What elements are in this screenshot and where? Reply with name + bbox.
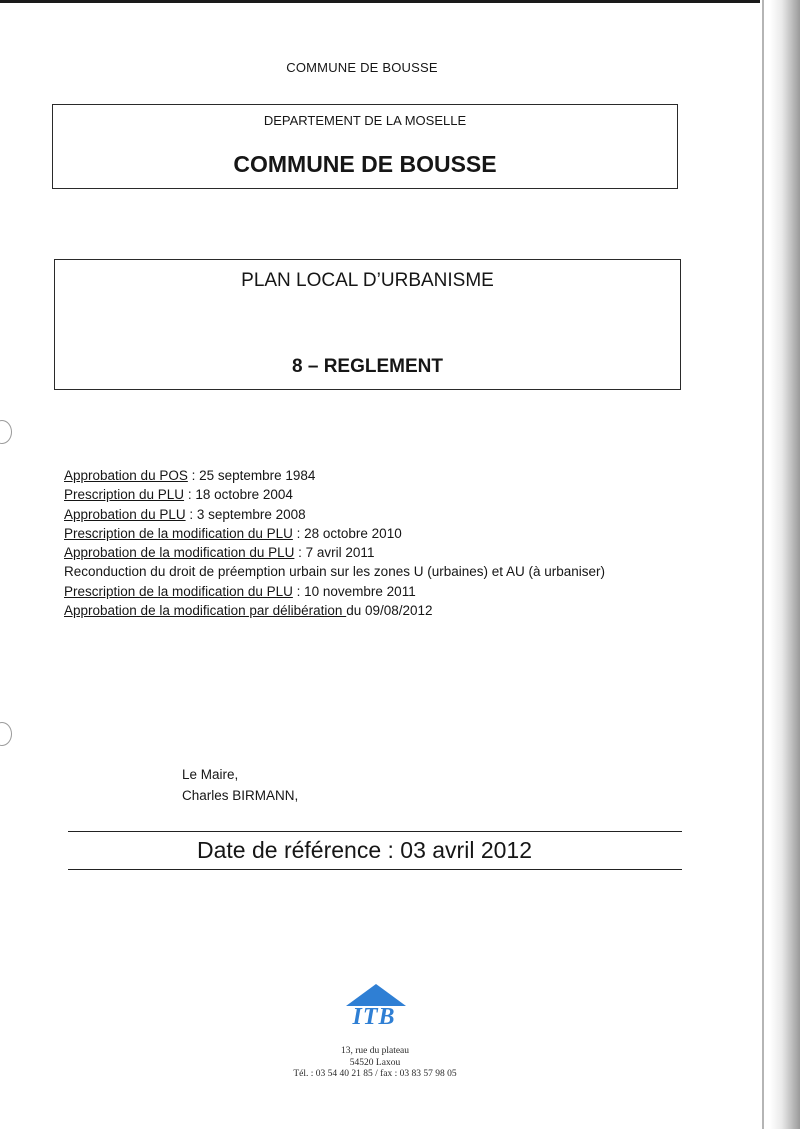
history-value: : 25 septembre 1984 <box>187 468 316 483</box>
logo-text: ITB <box>352 1004 396 1030</box>
reference-date: Date de référence : 03 avril 2012 <box>197 837 532 863</box>
history-row <box>64 505 704 524</box>
scan-page-border <box>762 0 764 1129</box>
history-value: : 28 octobre 2010 <box>292 525 402 541</box>
document-box <box>54 259 681 390</box>
address-contact: Tél. : 03 54 40 21 85 / fax : 03 83 57 98 05 <box>293 1069 457 1079</box>
history-value: : 18 octobre 2004 <box>184 487 293 503</box>
history-value: : 10 novembre 2011 <box>292 583 416 599</box>
history-label: Approbation du POS <box>64 468 188 483</box>
history-row <box>64 582 704 601</box>
history-row <box>64 524 704 543</box>
address-city: 54520 Laxou <box>349 1057 401 1068</box>
approval-history <box>64 466 704 620</box>
history-value: Reconduction du droit de préemption urbain sur les zones U (urbaines) et AU (à urbaniser) <box>64 564 606 580</box>
itb-logo <box>332 984 416 1032</box>
commune-title: COMMUNE DE BOUSSE <box>233 151 497 177</box>
history-label: Prescription de la modification du PLU <box>64 583 293 599</box>
history-row <box>64 485 704 504</box>
history-row <box>64 466 704 485</box>
scan-top-edge <box>0 0 760 3</box>
history-value: du 09/08/2012 <box>346 603 433 619</box>
department-label: DEPARTEMENT DE LA MOSELLE <box>263 113 467 128</box>
history-row <box>64 543 704 562</box>
history-label: Prescription de la modification du PLU <box>64 525 293 541</box>
history-row <box>64 601 704 620</box>
header-commune: COMMUNE DE BOUSSE <box>286 60 438 75</box>
plan-title: PLAN LOCAL D’URBANISME <box>241 270 494 291</box>
divider <box>68 869 682 870</box>
divider <box>68 831 682 832</box>
company-address <box>250 1046 500 1081</box>
history-label: Approbation de la modification par délibération <box>64 603 347 619</box>
history-label: Prescription du PLU <box>64 487 185 503</box>
scan-right-edge <box>770 0 800 1129</box>
punch-hole <box>0 420 12 444</box>
signatory-title: Le Maire, <box>182 767 239 782</box>
history-label: Approbation de la modification du PLU <box>64 545 295 561</box>
punch-hole <box>0 722 12 746</box>
logo-triangle-icon <box>346 984 406 1006</box>
signature-block <box>182 764 298 806</box>
section-title: 8 – REGLEMENT <box>292 356 443 377</box>
history-row <box>64 562 704 581</box>
history-label: Approbation du PLU <box>64 506 186 522</box>
history-value: : 7 avril 2011 <box>294 545 375 561</box>
title-box <box>52 104 678 189</box>
history-value: : 3 septembre 2008 <box>185 506 306 522</box>
signatory-name: Charles BIRMANN, <box>182 788 299 803</box>
address-street: 13, rue du plateau <box>340 1046 410 1056</box>
